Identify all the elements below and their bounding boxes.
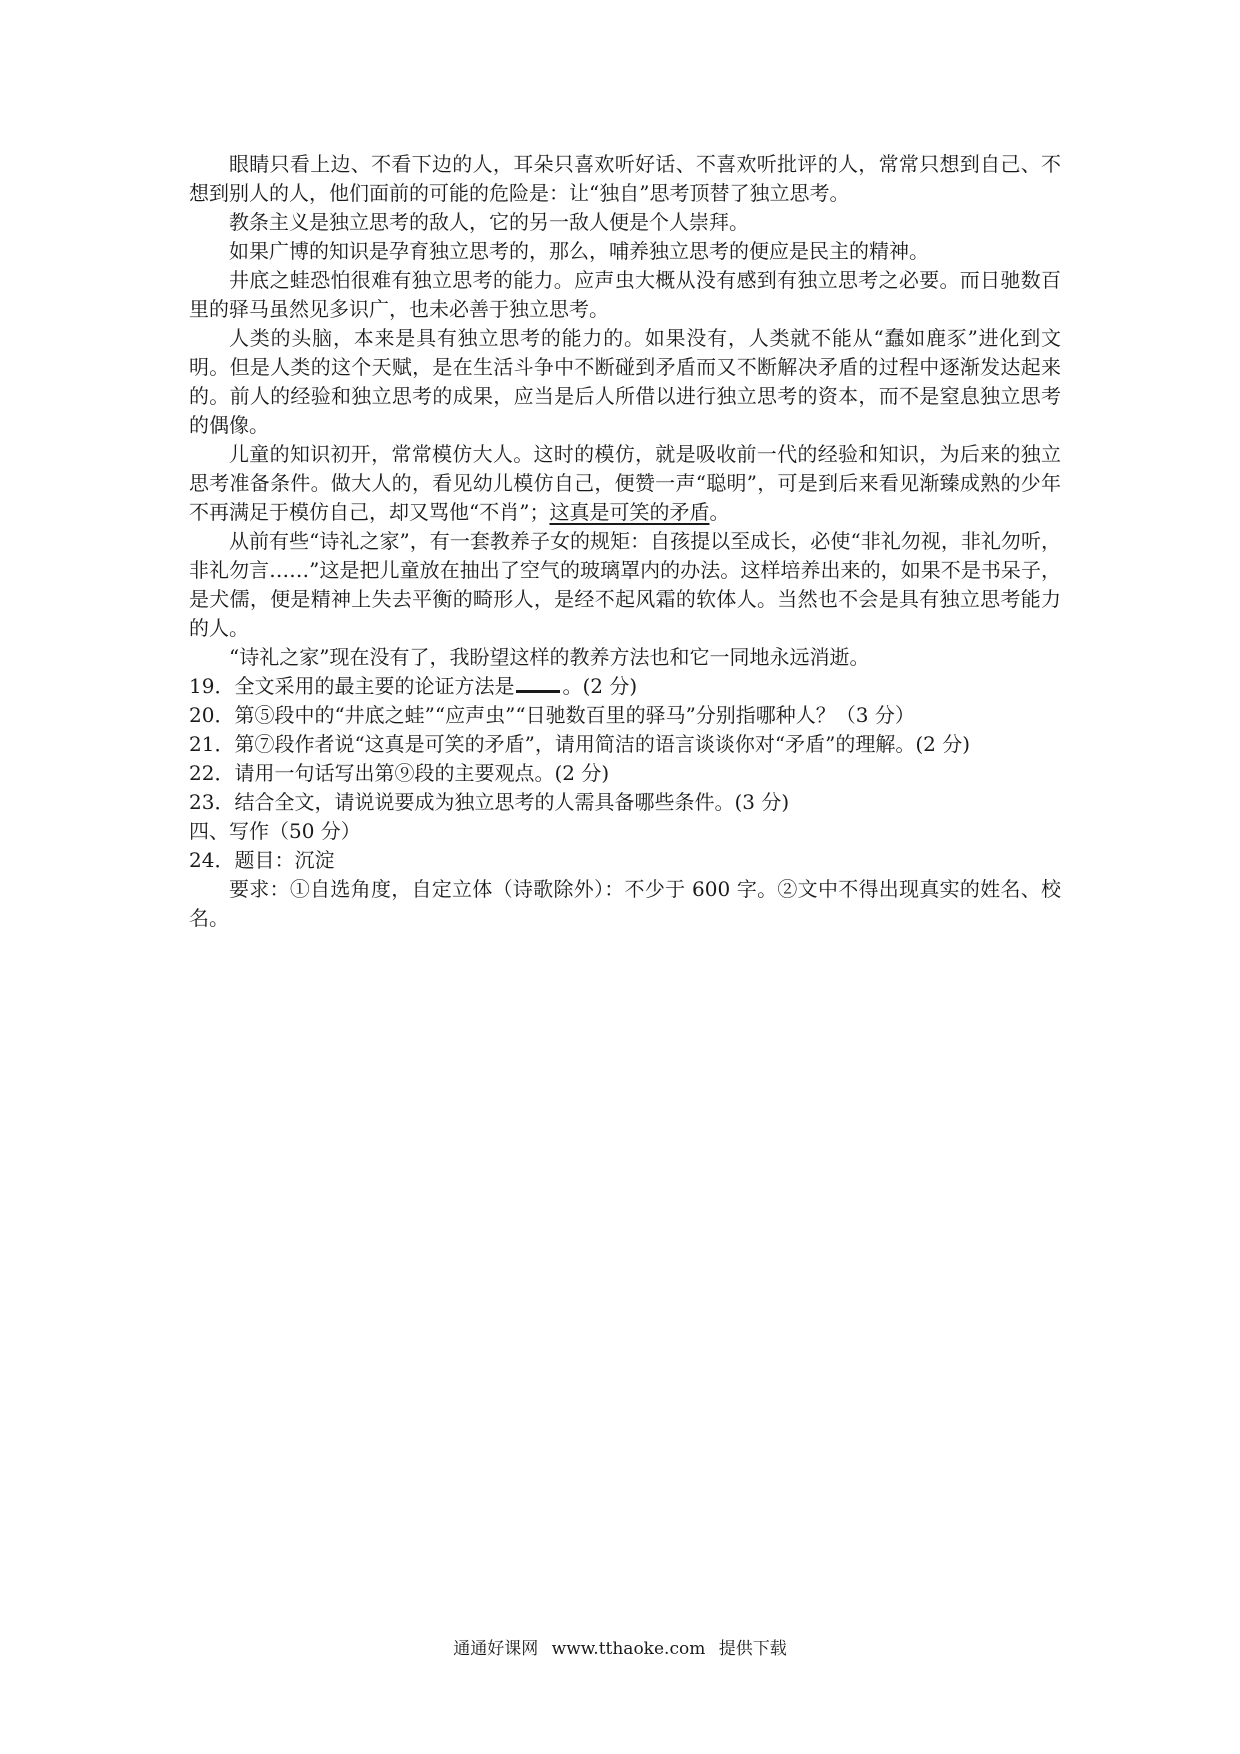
footer-site-name: 通通好课网 [453, 1639, 539, 1659]
question-21: 21．第⑦段作者说“这真是可笑的矛盾”，请用简洁的语言谈谈你对“矛盾”的理解。(2 分) [189, 732, 971, 756]
paragraph-3: 如果广博的知识是孕育独立思考的，那么，哺养独立思考的便应是民主的精神。 [229, 239, 929, 263]
footer-suffix: 提供下载 [718, 1639, 787, 1659]
question-20: 20．第⑤段中的“井底之蛙”“应声虫”“日驰数百里的驿马”分别指哪种人？（3 分） [189, 703, 915, 727]
question-23: 23．结合全文，请说说要成为独立思考的人需具备哪些条件。(3 分) [189, 790, 790, 814]
paragraph-1: 眼睛只看上边、不看下边的人，耳朵只喜欢听好话、不喜欢听批评的人，常常只想到自己、不想到别人的人，他们面前的可能的危险是：让“独自”思考顶替了独立思考。 [189, 152, 1061, 205]
answer-blank [516, 672, 560, 693]
question-19 [189, 672, 1061, 701]
paragraph-8: “诗礼之家”现在没有了，我盼望这样的教养方法也和它一同地永远消逝。 [229, 645, 870, 669]
paragraph-7: 从前有些“诗礼之家”，有一套教养子女的规矩：自孩提以至成长，必使“非礼勿视，非礼勿听，非礼勿言……”这是把儿童放在抽出了空气的玻璃罩内的办法。这样培养出来的，如果不是书呆子，是犬儒，便是精神上失去平衡的畸形人，是经不起风霜的软体人。当然也不会是具有独立思考能力的人。 [189, 529, 1061, 640]
document-body [189, 150, 1061, 933]
page-footer [0, 1634, 1240, 1659]
question-24: 24．题目：沉淀 [189, 848, 335, 872]
writing-section-heading: 四、写作（50 分） [189, 819, 361, 843]
footer-url: www.tthaoke.com [551, 1639, 706, 1659]
paragraph-6-end: 。 [709, 500, 730, 524]
underlined-phrase: 这真是可笑的矛盾 [549, 500, 710, 524]
question-19-points: 。(2 分) [562, 674, 638, 698]
paragraph-5: 人类的头脑，本来是具有独立思考的能力的。如果没有，人类就不能从“蠢如鹿豕”进化到文明。但是人类的这个天赋，是在生活斗争中不断碰到矛盾而又不断解决矛盾的过程中逐渐发达起来的。前人的经验和独立思考的成果，应当是后人所借以进行独立思考的资本，而不是窒息独立思考的偶像。 [189, 326, 1061, 437]
paragraph-4: 井底之蛙恐怕很难有独立思考的能力。应声虫大概从没有感到有独立思考之必要。而日驰数百里的驿马虽然见多识广，也未必善于独立思考。 [189, 268, 1061, 321]
paragraph-6 [189, 440, 1061, 527]
paragraph-6-text: 儿童的知识初开，常常模仿大人。这时的模仿，就是吸收前一代的经验和知识，为后来的独立思考准备条件。做大人的，看见幼儿模仿自己，便赞一声“聪明”，可是到后来看见渐臻成熟的少年不再满足于模仿自己，却又骂他“不肖”； [189, 442, 1061, 524]
paragraph-2: 教条主义是独立思考的敌人，它的另一敌人便是个人崇拜。 [229, 210, 749, 234]
question-22: 22．请用一句话写出第⑨段的主要观点。(2 分) [189, 761, 610, 785]
writing-requirement: 要求：①自选角度，自定立体（诗歌除外）：不少于 600 字。②文中不得出现真实的姓名、校名。 [189, 877, 1061, 930]
question-19-text: 19．全文采用的最主要的论证方法是 [189, 674, 515, 698]
